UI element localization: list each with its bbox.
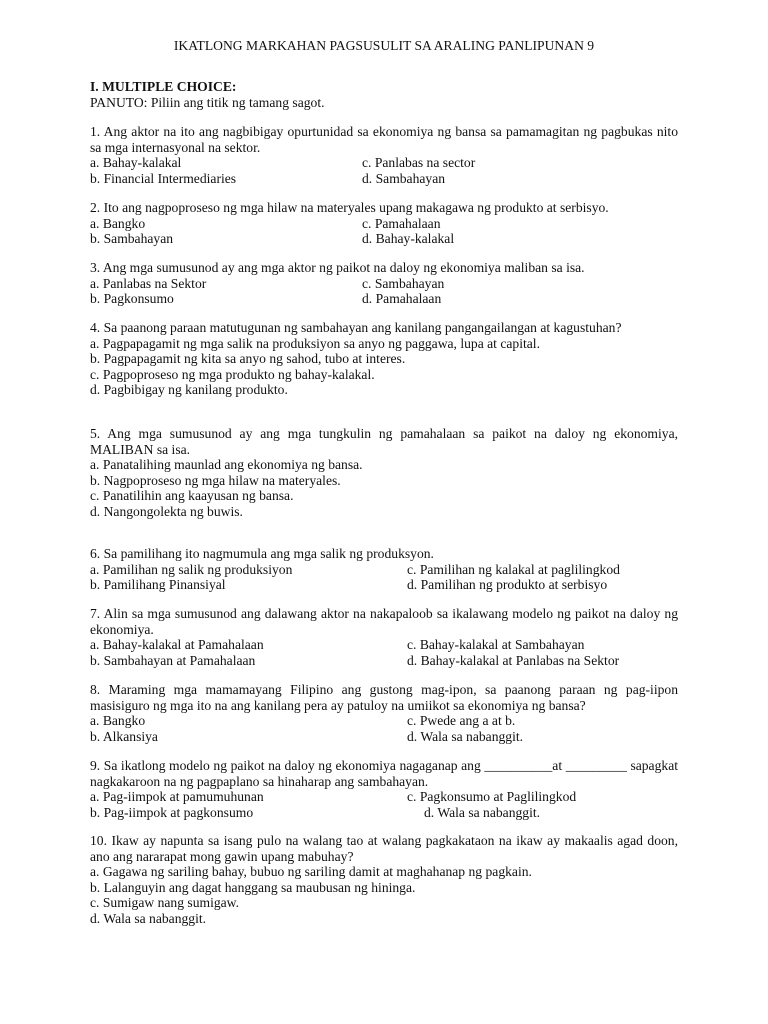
question-text: 4. Sa paanong paraan matutugunan ng sambahayan ang kanilang pangangailangan at kagustuhan?: [90, 320, 622, 335]
option-d: d. Sambahayan: [362, 170, 446, 186]
option-d: d. Bahay-kalakal at Panlabas na Sektor: [407, 652, 620, 668]
option-c: c. Pamilihan ng kalakal at paglilingkod: [407, 561, 620, 577]
option-c: c. Sambahayan: [362, 275, 445, 291]
option-c: c. Panatilihin ang kaayusan ng bansa.: [90, 488, 294, 503]
option-a: a. Bahay-kalakal at Pamahalaan: [90, 637, 264, 652]
option-b: b. Alkansiya: [90, 728, 158, 744]
option-c: c. Pwede ang a at b.: [407, 713, 516, 728]
option-d: d. Wala sa nabanggit.: [90, 910, 207, 926]
options-row: [90, 729, 678, 745]
question-1: [90, 124, 678, 186]
options-row: [90, 155, 678, 171]
option-a: a. Bangko: [90, 713, 146, 728]
option-c: c. Pagpoproseso ng mga produkto ng bahay-kalakal.: [90, 366, 375, 382]
option-c: c. Sumigaw nang sumigaw.: [90, 895, 240, 910]
option-c: c. Bahay-kalakal at Sambahayan: [407, 637, 585, 652]
exam-title: IKATLONG MARKAHAN PAGSUSULIT SA ARALING PANLIPUNAN 9: [173, 38, 595, 53]
option-a: a. Pag-iimpok at pamumuhunan: [90, 789, 264, 804]
question-4: [90, 320, 678, 398]
option-a: a. Panlabas na Sektor: [90, 275, 207, 291]
question-8: [90, 682, 678, 744]
question-text: 1. Ang aktor na ito ang nagbibigay opurtunidad sa ekonomiya ng bansa sa pamamagitan ng pagbukas nito sa mga internasyonal na sektor.: [90, 124, 678, 155]
question-text: 5. Ang mga sumusunod ay ang mga tungkulin ng pamahalaan sa paikot na daloy ng ekonomiya, MALIBAN sa isa.: [90, 426, 678, 457]
option-b: b. Lalanguyin ang dagat hanggang sa maubusan ng hininga.: [90, 879, 416, 895]
options-row: [90, 216, 678, 232]
option-c: c. Pagkonsumo at Paglilingkod: [407, 789, 577, 804]
option-d: d. Wala sa nabanggit.: [407, 728, 524, 744]
options-row: [90, 789, 678, 805]
options-row: [90, 171, 678, 187]
option-a: a. Bangko: [90, 215, 146, 231]
options-row: [90, 577, 678, 593]
instructions: PANUTO: Piliin ang titik ng tamang sagot.: [90, 94, 325, 110]
question-6: [90, 546, 678, 593]
option-d: d. Pagbibigay ng kanilang produkto.: [90, 382, 288, 397]
option-d: d. Bahay-kalakal: [362, 231, 455, 246]
option-c: c. Pamahalaan: [362, 215, 441, 231]
option-a: a. Gagawa ng sariling bahay, bubuo ng sariling damit at maghahanap ng pagkain.: [90, 864, 532, 879]
section-heading: I. MULTIPLE CHOICE:: [90, 79, 237, 94]
section-header: [90, 79, 678, 110]
question-3: [90, 260, 678, 307]
question-text: 10. Ikaw ay napunta sa isang pulo na walang tao at walang pagkakataon na ikaw ay makaalis agad doon, ano ang nararapat mong gawin upang mabuhay?: [90, 833, 678, 864]
option-b: b. Sambahayan at Pamahalaan: [90, 652, 256, 668]
options-row: [90, 805, 678, 821]
options-row: [90, 276, 678, 292]
question-5: [90, 426, 678, 519]
option-d: d. Pamilihan ng produkto at serbisyo: [407, 577, 608, 592]
options-row: [90, 713, 678, 729]
option-a: a. Pamilihan ng salik ng produksiyon: [90, 561, 293, 577]
question-7: [90, 606, 678, 668]
options-row: [90, 231, 678, 247]
option-b: b. Pag-iimpok at pagkonsumo: [90, 804, 254, 820]
question-10: [90, 833, 678, 926]
question-text: 2. Ito ang nagpoproseso ng mga hilaw na materyales upang makagawa ng produkto at serbisyo.: [90, 200, 609, 215]
options-row: [90, 637, 678, 653]
option-d: d. Wala sa nabanggit.: [424, 804, 541, 820]
option-b: b. Sambahayan: [90, 231, 174, 246]
options-row: [90, 653, 678, 669]
option-b: b. Pamilihang Pinansiyal: [90, 577, 226, 592]
question-text: 6. Sa pamilihang ito nagmumula ang mga salik ng produksyon.: [90, 546, 434, 561]
option-b: b. Financial Intermediaries: [90, 170, 237, 186]
option-c: c. Panlabas na sector: [362, 155, 476, 170]
question-text: 8. Maraming mga mamamayang Filipino ang gustong mag-ipon, sa paanong paraan ng pag-iipon masisiguro ng mga ito na ang kanilang pera ay patuloy na umiikot sa ekonomiya ng bansa?: [90, 682, 678, 713]
question-text: 7. Alin sa mga sumusunod ang dalawang aktor na nakapaloob sa ikalawang modelo ng paikot na daloy ng ekonomiya.: [90, 606, 678, 637]
option-b: b. Nagpoproseso ng mga hilaw na materyales.: [90, 472, 341, 488]
question-9: [90, 758, 678, 820]
option-a: a. Pagpapagamit ng mga salik na produksiyon sa anyo ng paggawa, lupa at capital.: [90, 335, 540, 351]
option-d: d. Nangongolekta ng buwis.: [90, 503, 243, 519]
options-row: [90, 562, 678, 578]
option-b: b. Pagkonsumo: [90, 291, 174, 306]
option-b: b. Pagpapagamit ng kita sa anyo ng sahod, tubo at interes.: [90, 351, 406, 366]
option-d: d. Pamahalaan: [362, 291, 442, 306]
options-row: [90, 291, 678, 307]
question-2: [90, 200, 678, 247]
option-a: a. Panatalihing maunlad ang ekonomiya ng bansa.: [90, 457, 363, 472]
option-a: a. Bahay-kalakal: [90, 155, 182, 170]
question-text: 9. Sa ikatlong modelo ng paikot na daloy ng ekonomiya nagaganap ang __________at _________ sapagkat nagkakaroon na ng pagpaplano sa hinaharap ang sambahayan.: [90, 758, 678, 789]
question-text: 3. Ang mga sumusunod ay ang mga aktor ng paikot na daloy ng ekonomiya maliban sa isa.: [90, 260, 585, 275]
